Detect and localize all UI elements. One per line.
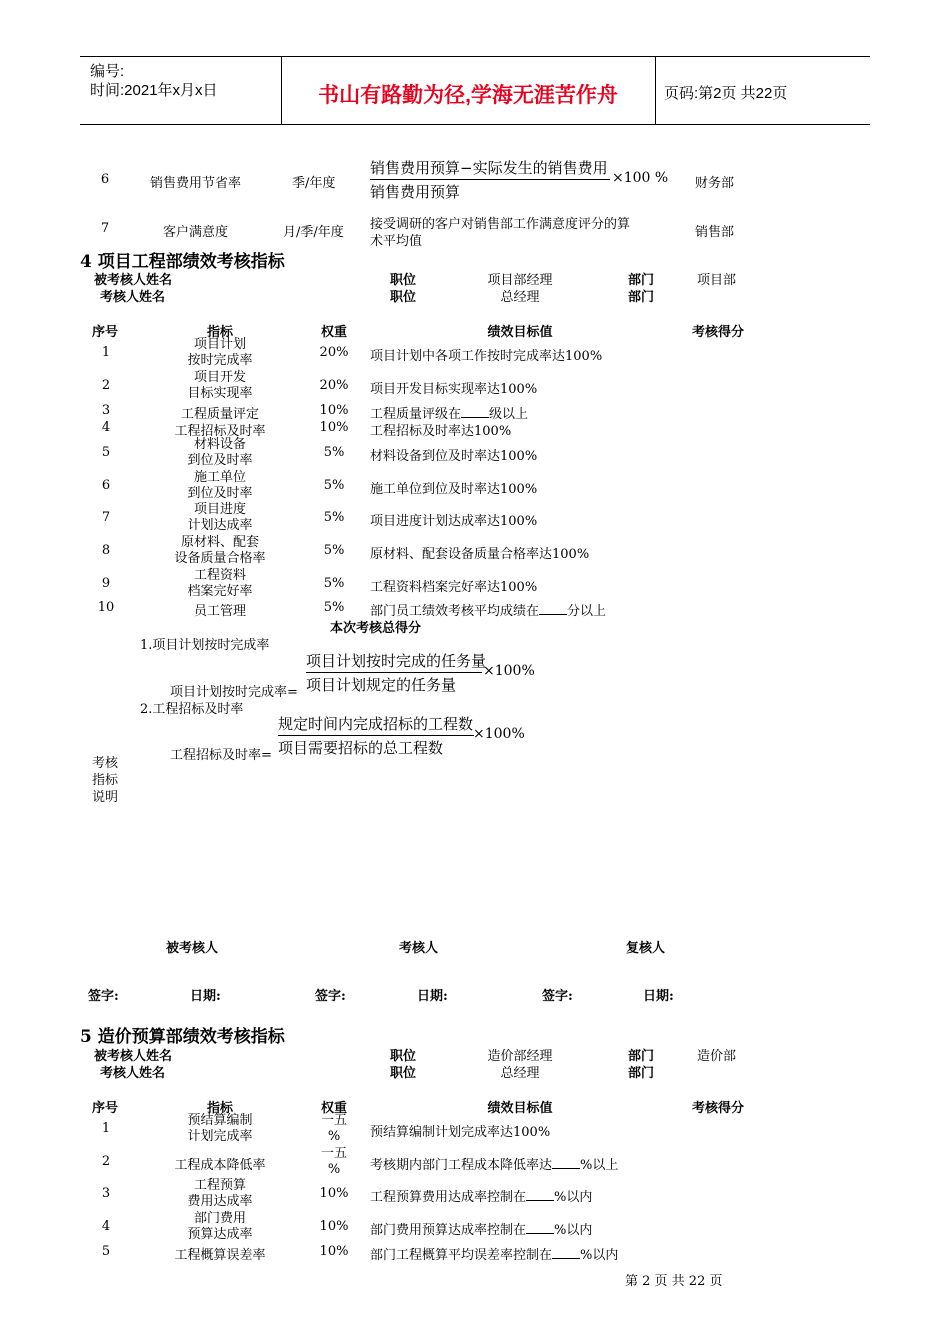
s4-col-no: 序号	[91, 325, 118, 340]
s5-row-3-target-a: 工程预算费用达成率控制在	[370, 1190, 527, 1205]
top-row-6-multiplier: ×100 %	[612, 170, 669, 186]
formula-numerator: 销售费用预算−实际发生的销售费用	[370, 159, 608, 177]
s4-row-7-ind1: 项目进度	[193, 502, 246, 517]
formula-numerator: 项目计划按时完成的任务量	[306, 652, 487, 670]
s4-note-2-lhs: 工程招标及时率=	[170, 748, 272, 763]
top-row-6-period: 季/年度	[292, 176, 336, 191]
s4-row-5-weight: 5%	[323, 445, 345, 460]
formula-denominator: 销售费用预算	[370, 183, 461, 201]
s5-row-2-ind1: 工程成本降低率	[174, 1158, 266, 1173]
top-row-7-period: 月/季/年度	[283, 225, 344, 240]
s4-row-8-weight: 5%	[323, 543, 345, 558]
section5-dept-value-1: 造价部	[697, 1049, 737, 1064]
s5-row-1-target: 预结算编制计划完成率达100%	[370, 1125, 551, 1140]
s4-row-5-target: 材料设备到位及时率达100%	[370, 449, 538, 464]
header-top-rule	[80, 56, 870, 57]
s5-row-4-target	[370, 1219, 592, 1238]
section4-dept-label-2: 部门	[628, 290, 655, 305]
header-divider-right	[655, 56, 656, 124]
sign-reviewer: 复核人	[626, 941, 666, 956]
fraction-bar	[278, 735, 474, 736]
s4-row-8-target: 原材料、配套设备质量合格率达100%	[370, 547, 590, 562]
s4-row-9-weight: 5%	[323, 576, 345, 591]
s5-row-4-no: 4	[101, 1219, 111, 1234]
section4-position-value-2: 总经理	[500, 290, 540, 305]
date-label-1: 日期:	[190, 989, 221, 1004]
s5-row-4-target-b: %以内	[554, 1223, 593, 1238]
s4-row-6-ind1: 施工单位	[193, 470, 246, 485]
s5-row-1-ind2: 计划完成率	[187, 1129, 253, 1144]
header-motto: 书山有路勤为径,学海无涯苦作舟	[318, 84, 618, 107]
sign-label-2: 签字:	[315, 989, 346, 1004]
s4-row-10-target-b: 分以上	[567, 604, 607, 619]
s5-row-2-weight-a: 一五	[320, 1146, 347, 1161]
sign-label-3: 签字:	[542, 989, 573, 1004]
s5-row-5-no: 5	[101, 1244, 111, 1259]
section4-assessor-label: 考核人姓名	[100, 290, 166, 305]
s4-row-7-target: 项目进度计划达成率达100%	[370, 514, 538, 529]
s5-row-2-target	[370, 1154, 618, 1173]
s5-col-target: 绩效目标值	[487, 1101, 553, 1116]
s4-row-1-ind2: 按时完成率	[187, 353, 253, 368]
top-row-7-description-2: 术平均值	[370, 234, 423, 249]
s5-row-3-weight: 10%	[319, 1186, 349, 1201]
s4-col-score: 考核得分	[691, 325, 744, 340]
s4-row-9-target: 工程资料档案完好率达100%	[370, 580, 538, 595]
s5-row-1-weight-a: 一五	[320, 1113, 347, 1128]
sign-label-1: 签字:	[88, 989, 119, 1004]
section4-position-value-1: 项目部经理	[487, 273, 553, 288]
s4-row-10-weight: 5%	[323, 600, 345, 615]
s4-row-5-ind1: 材料设备	[193, 437, 246, 452]
s4-note-1-lhs: 项目计划按时完成率=	[170, 685, 298, 700]
section4-position-label-2: 职位	[390, 290, 417, 305]
section5-position-value-1: 造价部经理	[487, 1049, 553, 1064]
formula-numerator: 规定时间内完成招标的工程数	[278, 715, 474, 733]
s4-row-4-ind1: 工程招标及时率	[174, 424, 266, 439]
fraction-bar	[306, 672, 482, 673]
s5-row-3-target	[370, 1186, 592, 1205]
section5-assessor-label: 考核人姓名	[100, 1066, 166, 1081]
s5-row-4-weight: 10%	[319, 1219, 349, 1234]
s4-row-7-no: 7	[101, 510, 111, 525]
section5-assessee-label: 被考核人姓名	[94, 1049, 173, 1064]
s4-row-7-ind2: 计划达成率	[187, 518, 253, 533]
top-row-6-dept: 财务部	[695, 176, 735, 191]
notes-label-line: 指标	[92, 773, 119, 788]
s5-row-2-no: 2	[101, 1154, 111, 1169]
s4-row-3-target-b: 级以上	[489, 407, 529, 422]
s4-row-6-target: 施工单位到位及时率达100%	[370, 482, 538, 497]
section4-dept-value-1: 项目部	[697, 273, 737, 288]
s4-row-6-ind2: 到位及时率	[187, 486, 253, 501]
section4-dept-label-1: 部门	[628, 273, 655, 288]
s4-row-5-ind2: 到位及时率	[187, 453, 253, 468]
s5-row-5-target-b: %以内	[580, 1248, 619, 1263]
page-footer: 第 2 页 共 22 页	[625, 1274, 723, 1289]
fill-blank	[552, 1248, 580, 1259]
s5-row-2-weight-b: %	[327, 1162, 341, 1177]
s4-row-1-target: 项目计划中各项工作按时完成率达100%	[370, 349, 603, 364]
s4-row-9-ind2: 档案完好率	[187, 584, 253, 599]
s4-note-1-multiplier: ×100%	[483, 663, 535, 679]
fill-blank	[539, 604, 567, 615]
s4-row-1-weight: 20%	[319, 345, 349, 360]
header-time-label: 时间:2021年x月x日	[90, 82, 218, 99]
s4-row-3-weight: 10%	[319, 403, 349, 418]
top-row-6-indicator: 销售费用节省率	[150, 176, 242, 191]
s4-row-2-ind1: 项目开发	[193, 370, 246, 385]
section4-title: 4 项目工程部绩效考核指标	[80, 252, 285, 272]
s4-row-10-ind1: 员工管理	[193, 604, 246, 619]
s5-row-5-weight: 10%	[319, 1244, 349, 1259]
s5-row-4-ind1: 部门费用	[193, 1211, 246, 1226]
s5-row-1-weight-b: %	[327, 1129, 341, 1144]
top-row-7-indicator: 客户满意度	[163, 225, 229, 240]
top-row-7-no: 7	[100, 221, 110, 236]
top-row-6-no: 6	[100, 172, 110, 187]
s4-row-3-ind1: 工程质量评定	[180, 407, 259, 422]
section5-dept-label-2: 部门	[628, 1066, 655, 1081]
s5-row-5-target-a: 部门工程概算平均误差率控制在	[370, 1248, 553, 1263]
s4-row-5-no: 5	[101, 445, 111, 460]
s5-col-indicator: 指标	[206, 1101, 233, 1116]
s4-row-1-no: 1	[101, 345, 111, 360]
top-row-7-description-1: 接受调研的客户对销售部工作满意度评分的算	[370, 217, 631, 232]
s4-row-1-ind1: 项目计划	[193, 337, 246, 352]
fill-blank	[552, 1158, 580, 1169]
s5-row-5-ind1: 工程概算误差率	[174, 1248, 266, 1263]
s4-notes-label	[92, 755, 118, 806]
s4-row-2-weight: 20%	[319, 378, 349, 393]
date-label-2: 日期:	[417, 989, 448, 1004]
sign-assessee: 被考核人	[166, 941, 219, 956]
s5-row-3-target-b: %以内	[554, 1190, 593, 1205]
s4-note-2-formula	[278, 713, 474, 758]
s4-note-2-title: 2.工程招标及时率	[140, 702, 244, 717]
s5-col-weight: 权重	[320, 1101, 347, 1116]
section5-position-value-2: 总经理	[500, 1066, 540, 1081]
s4-col-target: 绩效目标值	[487, 325, 553, 340]
s5-col-score: 考核得分	[691, 1101, 744, 1116]
header-bottom-rule	[80, 124, 870, 125]
s5-row-1-no: 1	[101, 1121, 111, 1136]
top-row-7-dept: 销售部	[695, 225, 735, 240]
s5-row-3-ind2: 费用达成率	[187, 1194, 253, 1209]
s4-row-9-no: 9	[101, 576, 111, 591]
s4-note-1-title: 1.项目计划按时完成率	[140, 638, 270, 653]
fill-blank	[526, 1190, 554, 1201]
s4-row-3-target-a: 工程质量评级在	[370, 407, 462, 422]
section5-dept-label-1: 部门	[628, 1049, 655, 1064]
s5-row-3-ind1: 工程预算	[193, 1178, 246, 1193]
section5-title: 5 造价预算部绩效考核指标	[80, 1027, 285, 1047]
s4-row-2-ind2: 目标实现率	[187, 386, 253, 401]
top-row-6-formula	[370, 157, 610, 202]
s4-row-8-ind1: 原材料、配套	[180, 535, 259, 550]
s4-row-10-no: 10	[97, 600, 115, 615]
section5-position-label-1: 职位	[390, 1049, 417, 1064]
s5-row-4-target-a: 部门费用预算达成率控制在	[370, 1223, 527, 1238]
s4-row-8-no: 8	[101, 543, 111, 558]
s5-col-no: 序号	[91, 1101, 118, 1116]
header-page-label: 页码:第2页 共22页	[664, 85, 788, 102]
s4-col-indicator: 指标	[206, 325, 233, 340]
formula-denominator: 项目计划规定的任务量	[306, 676, 457, 694]
s5-row-1-ind1: 预结算编制	[187, 1113, 253, 1128]
section5-position-label-2: 职位	[390, 1066, 417, 1081]
s4-note-2-multiplier: ×100%	[473, 726, 525, 742]
s4-col-weight: 权重	[320, 325, 347, 340]
formula-denominator: 项目需要招标的总工程数	[278, 739, 444, 757]
notes-label-line: 说明	[92, 790, 119, 805]
s5-row-2-target-b: %以上	[580, 1158, 619, 1173]
header-number-label: 编号:	[90, 63, 125, 80]
fill-blank	[461, 407, 489, 418]
s4-row-8-ind2: 设备质量合格率	[174, 551, 266, 566]
notes-label-line: 考核	[92, 756, 119, 771]
s4-row-2-no: 2	[101, 378, 111, 393]
date-label-3: 日期:	[643, 989, 674, 1004]
s5-row-4-ind2: 预算达成率	[187, 1227, 253, 1242]
s4-row-3-no: 3	[101, 403, 111, 418]
s4-row-7-weight: 5%	[323, 510, 345, 525]
s4-row-4-target: 工程招标及时率达100%	[370, 424, 512, 439]
s4-row-4-weight: 10%	[319, 420, 349, 435]
fraction-bar	[370, 179, 610, 180]
s4-row-6-weight: 5%	[323, 478, 345, 493]
s4-row-10-target-a: 部门员工绩效考核平均成绩在	[370, 604, 540, 619]
s5-row-2-target-a: 考核期内部门工程成本降低率达	[370, 1158, 553, 1173]
s4-row-2-target: 项目开发目标实现率达100%	[370, 382, 538, 397]
section4-assessee-label: 被考核人姓名	[94, 273, 173, 288]
section4-position-label-1: 职位	[390, 273, 417, 288]
s4-row-6-no: 6	[101, 478, 111, 493]
s5-row-3-no: 3	[101, 1186, 111, 1201]
s5-row-5-target	[370, 1244, 618, 1263]
s4-row-4-no: 4	[101, 420, 111, 435]
sign-assessor: 考核人	[399, 941, 439, 956]
s4-note-1-formula	[306, 650, 486, 695]
fill-blank	[526, 1223, 554, 1234]
s4-row-9-ind1: 工程资料	[193, 568, 246, 583]
s4-total-label: 本次考核总得分	[330, 621, 422, 636]
